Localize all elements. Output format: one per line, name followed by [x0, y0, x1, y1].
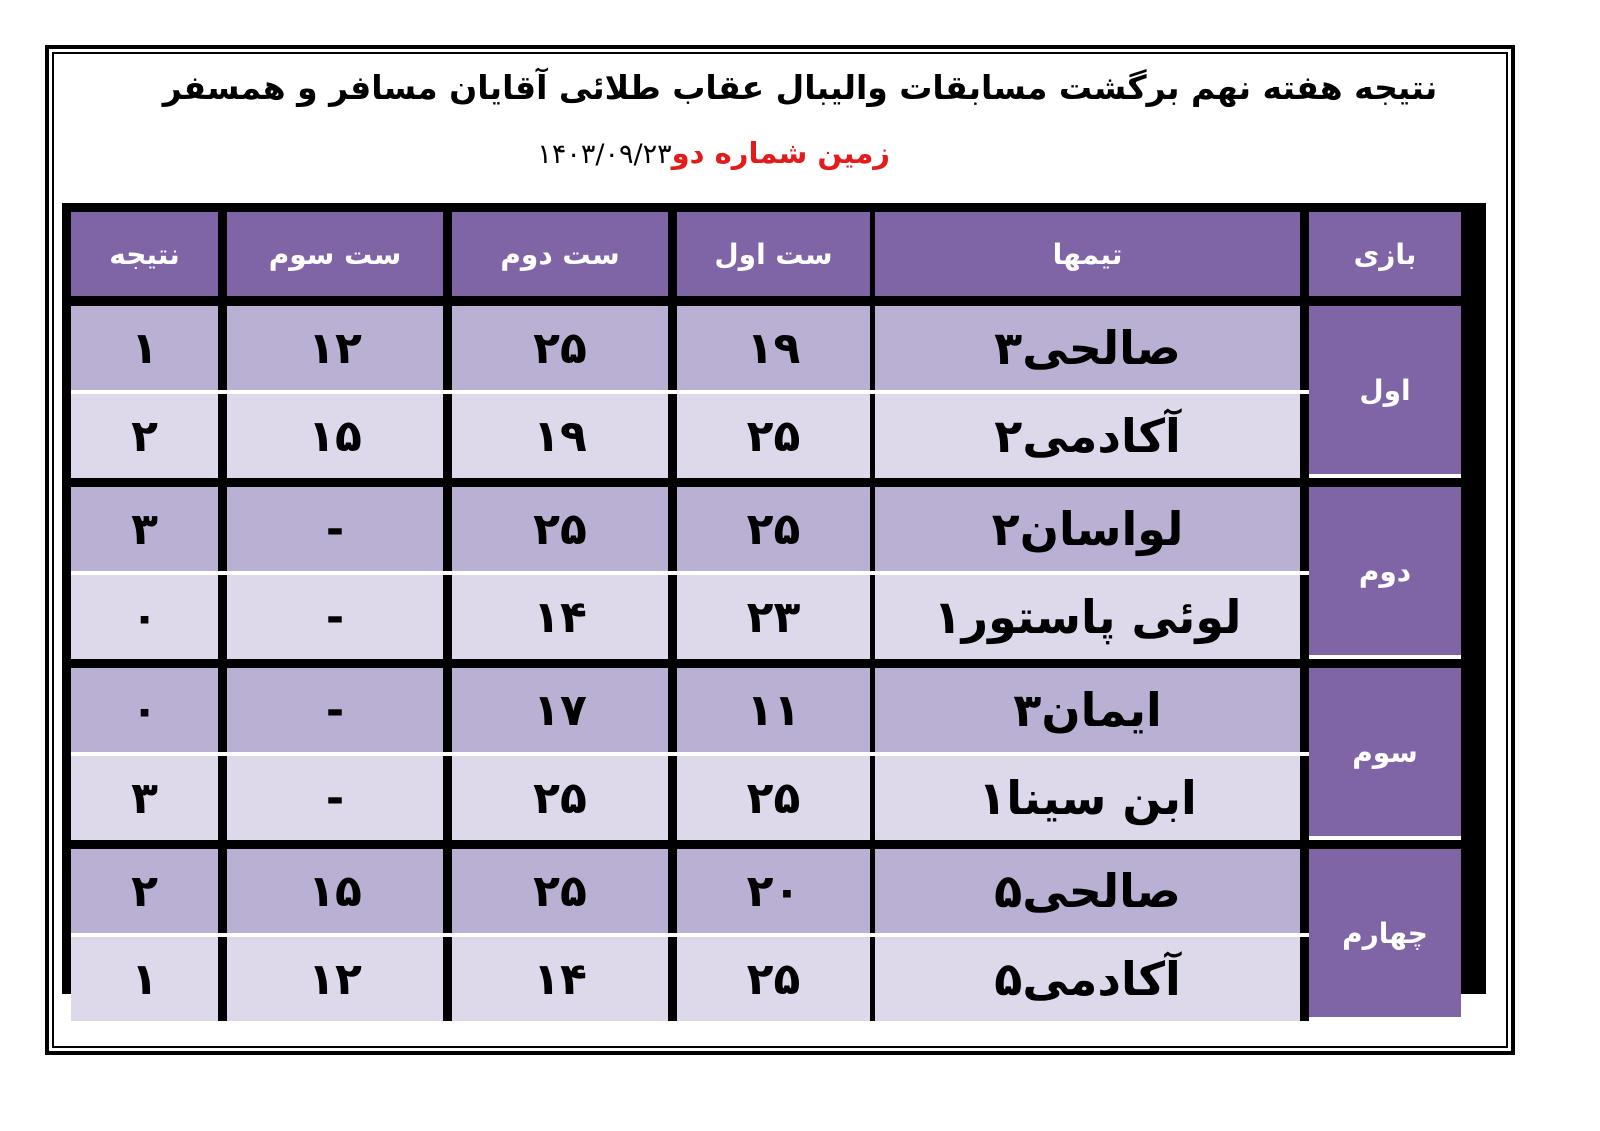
- header-game: بازی: [1309, 212, 1461, 296]
- match-result: ۱: [71, 937, 218, 1021]
- table-row: [71, 849, 1461, 937]
- match-result: ۳: [71, 487, 218, 575]
- table-row: [71, 937, 1461, 1021]
- set2-score: ۲۵: [452, 756, 668, 840]
- match-result: ۲: [71, 394, 218, 478]
- set3-score: -: [227, 668, 443, 756]
- set1-score: ۲۵: [677, 756, 870, 840]
- table-row: [71, 487, 1461, 575]
- set3-score: ۱۵: [227, 394, 443, 478]
- set1-score: ۱۱: [677, 668, 870, 756]
- results-table: [71, 212, 1461, 1021]
- game-label: دوم: [1309, 487, 1461, 659]
- table-row: [71, 575, 1461, 659]
- match-result: ۰: [71, 668, 218, 756]
- match-date: ۱۴۰۳/۰۹/۲۳: [537, 139, 672, 170]
- page-title: نتیجه هفته نهم برگشت مسابقات والیبال عقاب طلائی آقایان مسافر و همسفر: [162, 68, 1438, 107]
- game-label: چهارم: [1309, 849, 1461, 1021]
- team-name: ایمان۳: [875, 668, 1300, 756]
- header-teams: تیمها: [875, 212, 1300, 296]
- set2-score: ۲۵: [452, 487, 668, 575]
- set2-score: ۱۷: [452, 668, 668, 756]
- team-name: ابن سینا۱: [875, 756, 1300, 840]
- subtitle: [490, 136, 890, 186]
- header-set3: ست سوم: [227, 212, 443, 296]
- team-name: آکادمی۵: [875, 937, 1300, 1021]
- header-result: نتیجه: [71, 212, 218, 296]
- table-row: [71, 394, 1461, 478]
- set3-score: ۱۲: [227, 937, 443, 1021]
- field-label: زمین شماره دو: [671, 136, 890, 170]
- set2-score: ۱۴: [452, 937, 668, 1021]
- set1-score: ۱۹: [677, 306, 870, 394]
- team-name: صالحی۵: [875, 849, 1300, 937]
- set3-score: ۱۵: [227, 849, 443, 937]
- game-label: اول: [1309, 306, 1461, 478]
- set3-score: -: [227, 575, 443, 659]
- set2-score: ۱۹: [452, 394, 668, 478]
- set3-score: -: [227, 756, 443, 840]
- set1-score: ۲۵: [677, 937, 870, 1021]
- set1-score: ۲۰: [677, 849, 870, 937]
- team-name: آکادمی۲: [875, 394, 1300, 478]
- set2-score: ۲۵: [452, 306, 668, 394]
- match-result: ۰: [71, 575, 218, 659]
- results-table-frame: [62, 203, 1486, 1006]
- team-name: لوئی پاستور۱: [875, 575, 1300, 659]
- header-set1: ست اول: [677, 212, 870, 296]
- match-result: ۳: [71, 756, 218, 840]
- set2-score: ۱۴: [452, 575, 668, 659]
- table-row: [71, 756, 1461, 840]
- header-row: [71, 212, 1461, 296]
- game-label: سوم: [1309, 668, 1461, 840]
- match-result: ۲: [71, 849, 218, 937]
- table-row: [71, 668, 1461, 756]
- set1-score: ۲۳: [677, 575, 870, 659]
- team-name: صالحی۳: [875, 306, 1300, 394]
- team-name: لواسان۲: [875, 487, 1300, 575]
- set3-score: -: [227, 487, 443, 575]
- match-result: ۱: [71, 306, 218, 394]
- set1-score: ۲۵: [677, 487, 870, 575]
- set1-score: ۲۵: [677, 394, 870, 478]
- set2-score: ۲۵: [452, 849, 668, 937]
- header-set2: ست دوم: [452, 212, 668, 296]
- set3-score: ۱۲: [227, 306, 443, 394]
- table-row: [71, 306, 1461, 394]
